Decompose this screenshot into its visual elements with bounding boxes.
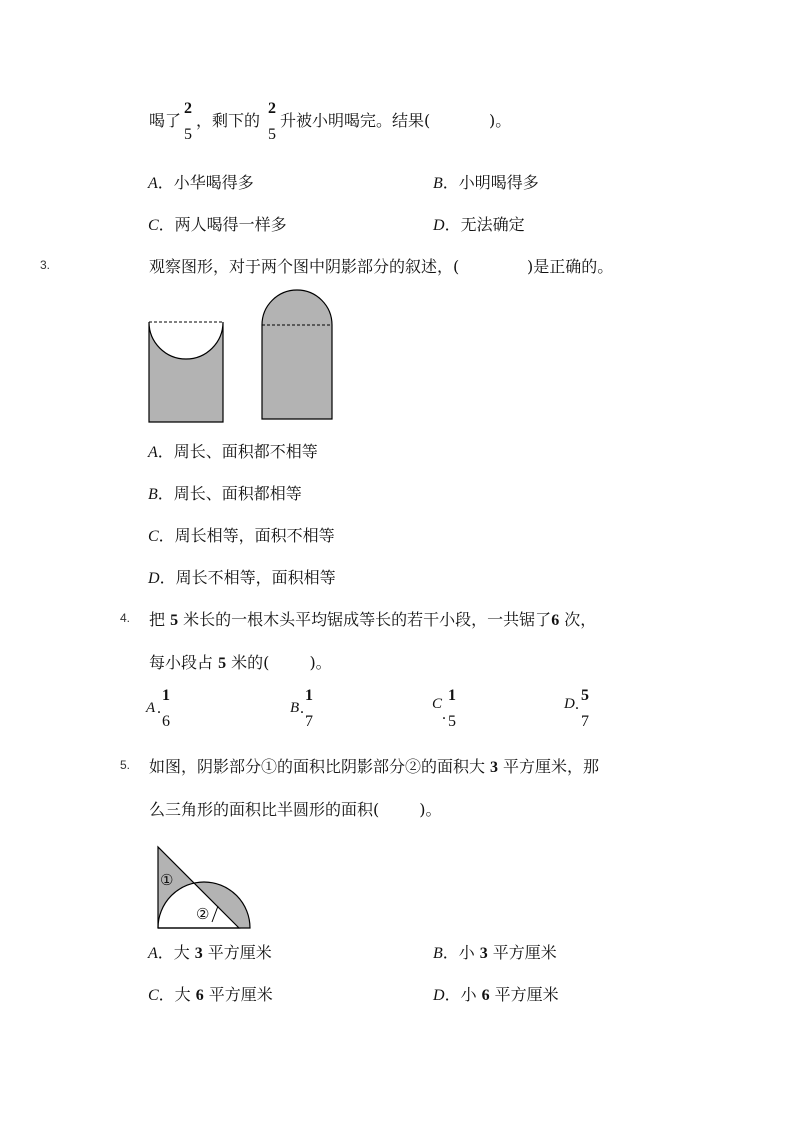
option-text: ．周长不相等，面积相等: [159, 568, 336, 587]
q3-shape-rect-plus-semicircle: [262, 290, 332, 419]
q2-option-a[interactable]: [148, 170, 254, 193]
option-text: 平方厘米: [494, 985, 559, 1004]
option-letter: D: [433, 987, 445, 1004]
option-text: ．周长、面积都不相等: [157, 442, 318, 461]
option-letter: D: [433, 217, 445, 234]
option-text: ．小明喝得多: [442, 173, 539, 192]
q5-option-d[interactable]: [433, 982, 559, 1005]
option-letter: C: [148, 217, 159, 234]
option-text: ．大: [158, 985, 191, 1004]
q3-option-a[interactable]: [148, 439, 318, 462]
option-fraction: [581, 688, 589, 730]
text: 平方厘米，那: [503, 757, 600, 776]
option-sep: .: [300, 700, 304, 717]
q5-label-1: ①: [160, 871, 174, 889]
option-letter: A: [148, 444, 158, 461]
numerator: 5: [581, 687, 589, 704]
q5-number: 5.: [120, 758, 131, 772]
q5-line-1: [149, 754, 599, 777]
denominator: 5: [268, 126, 276, 143]
option-letter: B: [290, 700, 300, 716]
number: 6: [551, 612, 560, 629]
option-text: ．两人喝得一样多: [158, 215, 287, 234]
q3-figure: [140, 282, 350, 427]
q2-option-c[interactable]: [148, 212, 287, 235]
option-text: 平方厘米: [492, 943, 557, 962]
option-letter: D: [148, 570, 160, 587]
q4-line-2: [149, 650, 332, 673]
option-letter: D: [564, 696, 575, 712]
option-letter: A: [148, 945, 158, 962]
option-sep: .: [157, 700, 161, 717]
denominator: 5: [184, 126, 192, 143]
option-text: ．小: [442, 943, 475, 962]
q3-stem-a: 观察图形，对于两个图中阴影部分的叙述，(: [149, 257, 460, 276]
option-letter: B: [148, 486, 158, 503]
q2-option-d[interactable]: [433, 212, 525, 235]
q2-text-1: 喝了: [149, 111, 182, 130]
option-text: ．周长相等，面积不相等: [158, 526, 335, 545]
q3-number: 3.: [40, 258, 51, 272]
text: )。: [309, 653, 332, 672]
option-text: ．小华喝得多: [157, 173, 254, 192]
numerator: 2: [184, 100, 192, 117]
number: 3: [479, 945, 488, 962]
q2-text-3: 升被小明喝完。结果(: [280, 111, 431, 130]
numerator: 1: [162, 687, 170, 704]
q5-label-2: ②: [196, 905, 210, 923]
text: 米的(: [226, 653, 270, 672]
number: 6: [481, 987, 490, 1004]
denominator: 7: [581, 713, 589, 730]
text: 如图，阴影部分①的面积比阴影部分②的面积大: [149, 757, 486, 776]
q2-fraction-1: [184, 101, 192, 143]
denominator: 7: [305, 713, 313, 730]
q3-shape-rect-minus-semicircle: [149, 322, 223, 422]
option-sep: .: [442, 706, 446, 723]
q2-option-b[interactable]: [433, 170, 539, 193]
numerator: 2: [268, 100, 276, 117]
text: 么三角形的面积比半圆形的面积(: [149, 800, 380, 819]
option-text: ．周长、面积都相等: [157, 484, 302, 503]
text: 把: [149, 610, 171, 629]
option-letter: C: [432, 696, 443, 712]
q5-line-2: [149, 797, 442, 820]
text: 每小段占: [149, 653, 219, 672]
option-letter: B: [433, 945, 443, 962]
option-letter: A: [148, 175, 158, 192]
denominator: 5: [448, 713, 456, 730]
q5-option-b[interactable]: [433, 940, 557, 963]
number: 6: [195, 987, 204, 1004]
q5-option-a[interactable]: [148, 940, 272, 963]
number: 3: [194, 945, 203, 962]
option-text: 平方厘米: [208, 985, 273, 1004]
q2-text-2: ，剩下的: [196, 111, 261, 130]
q2-text-4: )。: [489, 111, 512, 130]
q4-number: 4.: [120, 611, 131, 625]
numerator: 1: [448, 687, 456, 704]
option-letter: A: [146, 700, 156, 716]
q3-option-d[interactable]: [148, 565, 336, 588]
option-letter: C: [148, 528, 159, 545]
option-letter: C: [148, 987, 159, 1004]
denominator: 6: [162, 713, 170, 730]
numerator: 1: [305, 687, 313, 704]
option-text: ．大: [157, 943, 190, 962]
option-fraction: [305, 688, 313, 730]
option-sep: .: [575, 696, 579, 713]
option-text: 平方厘米: [207, 943, 272, 962]
option-fraction: [162, 688, 170, 730]
option-text: ．无法确定: [444, 215, 525, 234]
option-fraction: [448, 688, 456, 730]
q4-line-1: [149, 607, 596, 630]
q2-fraction-2: [268, 101, 276, 143]
q3-stem-b: )是正确的。: [527, 257, 614, 276]
text: )。: [419, 800, 442, 819]
q3-option-c[interactable]: [148, 523, 335, 546]
number: 5: [170, 612, 179, 629]
text: 米长的一根木头平均锯成等长的若干小段，一共锯了: [178, 610, 552, 629]
option-text: ．小: [444, 985, 477, 1004]
text: 次，: [559, 610, 597, 629]
number: 5: [218, 655, 227, 672]
q3-option-b[interactable]: [148, 481, 302, 504]
option-letter: B: [433, 175, 443, 192]
q5-option-c[interactable]: [148, 982, 273, 1005]
number: 3: [490, 759, 499, 776]
